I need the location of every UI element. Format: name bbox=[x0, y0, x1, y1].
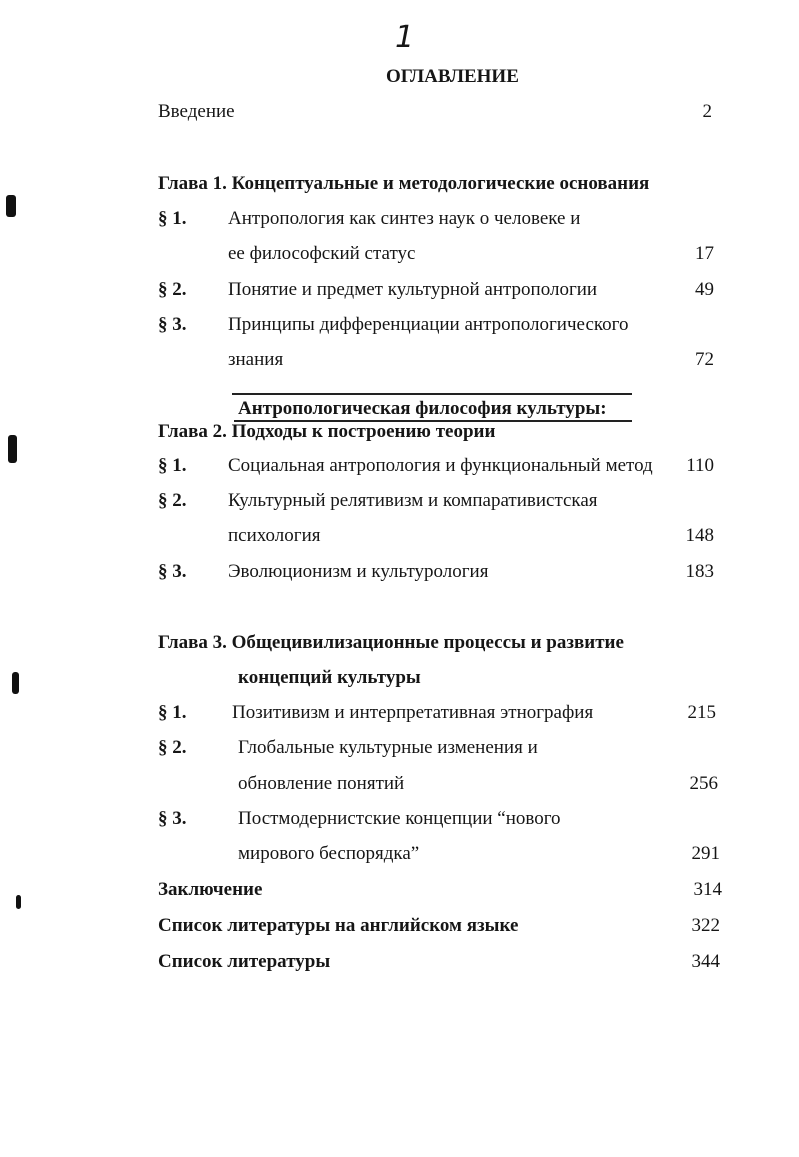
ch3-s3-line2: мирового беспорядка” bbox=[238, 843, 420, 864]
scan-mark-4 bbox=[16, 895, 21, 909]
ch2-s1-page: 110 bbox=[686, 455, 714, 476]
refs-en-label: Список литературы на английском языке bbox=[158, 915, 519, 936]
refs-label: Список литературы bbox=[158, 951, 331, 972]
ch3-s2-line1: Глобальные культурные изменения и bbox=[238, 737, 538, 758]
ch3-s1-page: 215 bbox=[687, 702, 716, 723]
ch3-s3-page: 291 bbox=[691, 843, 720, 864]
ch3-s1-line1: Позитивизм и интерпретативная этнография bbox=[232, 702, 594, 723]
refs-page: 344 bbox=[691, 951, 720, 972]
ch3-s2-page: 256 bbox=[689, 773, 718, 794]
ch3-s2-num: § 2. bbox=[158, 737, 187, 758]
chapter2-insert: Антропологическая философия культуры: bbox=[238, 398, 607, 419]
scan-mark-3 bbox=[12, 672, 19, 694]
intro-label: Введение bbox=[158, 101, 235, 122]
ch2-s1-line1: Социальная антропология и функциональный метод bbox=[228, 455, 653, 476]
ch3-s1-num: § 1. bbox=[158, 702, 187, 723]
ch1-s1-line2: ее философский статус bbox=[228, 243, 416, 264]
scan-mark-2 bbox=[8, 435, 17, 463]
ch2-s2-line1: Культурный релятивизм и компаративистская bbox=[228, 490, 598, 511]
ch3-s2-line2: обновление понятий bbox=[238, 773, 405, 794]
ch1-s3-num: § 3. bbox=[158, 314, 187, 335]
ch2-s3-line1: Эволюционизм и культурология bbox=[228, 561, 489, 582]
refs-en-page: 322 bbox=[691, 915, 720, 936]
ch1-s2-page: 49 bbox=[695, 279, 714, 300]
chapter3-title-line2: концепций культуры bbox=[238, 667, 421, 688]
ch3-s3-num: § 3. bbox=[158, 808, 187, 829]
ch1-s2-line1: Понятие и предмет культурной антропологии bbox=[228, 279, 598, 300]
ch1-s3-line2: знания bbox=[228, 349, 284, 370]
chapter3-title-line1: Глава 3. Общецивилизационные процессы и развитие bbox=[158, 632, 624, 653]
ch1-s1-num: § 1. bbox=[158, 208, 187, 229]
intro-page: 2 bbox=[702, 101, 712, 122]
ch2-s3-num: § 3. bbox=[158, 561, 187, 582]
ch1-s1-line1: Антропология как синтез наук о человеке и bbox=[228, 208, 581, 229]
ch1-s2-num: § 2. bbox=[158, 279, 187, 300]
conclusion-page: 314 bbox=[693, 879, 722, 900]
chapter1-title: Глава 1. Концептуальные и методологические основания bbox=[158, 173, 650, 194]
ch2-s2-page: 148 bbox=[685, 525, 714, 546]
conclusion-label: Заключение bbox=[158, 879, 263, 900]
ch2-s2-num: § 2. bbox=[158, 490, 187, 511]
ch3-s3-line1: Постмодернистские концепции “нового bbox=[238, 808, 561, 829]
scan-mark-1 bbox=[6, 195, 16, 217]
ch2-s1-num: § 1. bbox=[158, 455, 187, 476]
ch1-s1-page: 17 bbox=[695, 243, 714, 264]
insert-top-rule bbox=[232, 393, 632, 395]
ch1-s3-page: 72 bbox=[695, 349, 714, 370]
toc-heading: ОГЛАВЛЕНИЕ bbox=[386, 66, 519, 87]
page-number: 1 bbox=[395, 20, 415, 55]
ch2-s3-page: 183 bbox=[685, 561, 714, 582]
chapter2-title: Глава 2. Подходы к построению теории bbox=[158, 421, 496, 442]
ch2-s2-line2: психология bbox=[228, 525, 321, 546]
ch1-s3-line1: Принципы дифференциации антропологического bbox=[228, 314, 629, 335]
